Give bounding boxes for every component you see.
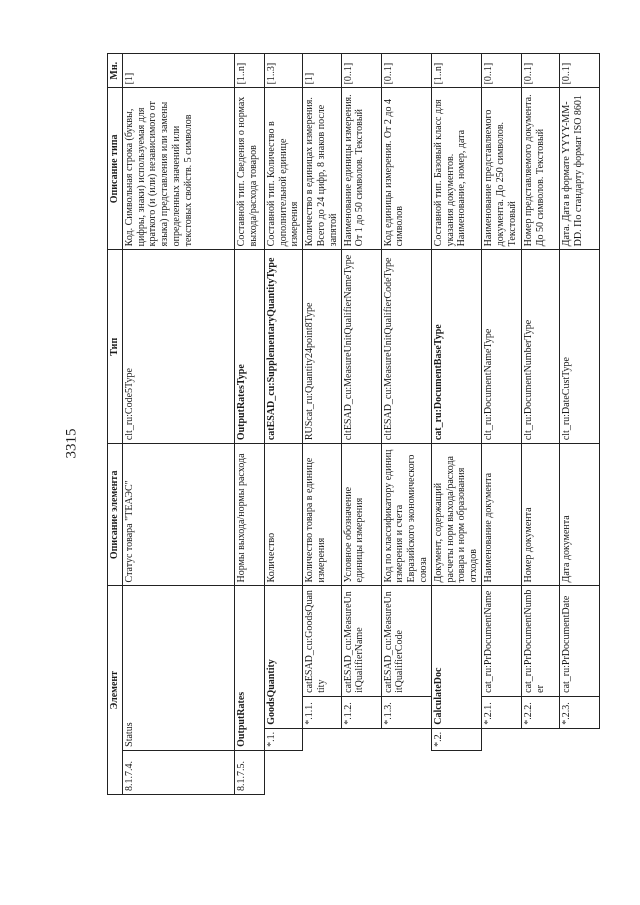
- row-element-name: Status: [122, 586, 234, 750]
- header-multiplicity: Мн.: [108, 54, 123, 88]
- row-type-description: Дата. Дата в формате YYYY-MM-DD. По стандарту формат ISO 8601: [559, 88, 599, 250]
- row-number: *.2.1.: [481, 696, 521, 728]
- row-element-name: cat_ru:PrDocumentDate: [559, 586, 599, 696]
- row-number: *.1.1.: [303, 696, 341, 728]
- row-type-description: Составной тип. Количество в дополнительной единице измерения: [264, 88, 302, 250]
- row-element-name: cat_ru:PrDocumentNumber: [521, 586, 559, 696]
- row-number: 8.1.7.4.: [122, 750, 234, 794]
- row-description: Дата документа: [559, 444, 599, 586]
- table-row: [481, 54, 521, 795]
- table-row: [264, 54, 302, 795]
- indent-cell: [303, 728, 432, 750]
- table-header-row: [108, 54, 123, 795]
- row-multiplicity: [0..1]: [521, 54, 559, 88]
- table-row: [431, 54, 481, 795]
- row-description: Код по классификатору единиц измерения и счета Евразийского экономического союза: [381, 444, 431, 586]
- page-number: 3315: [63, 428, 80, 459]
- row-description: Наименование документа: [481, 444, 521, 586]
- row-type: clt_ru:DocumentNameType: [481, 250, 521, 444]
- row-type-description: Составной тип. Сведения о нормах выхода/расхода товаров: [234, 88, 264, 250]
- row-multiplicity: [1..3]: [264, 54, 302, 88]
- schema-table: [107, 53, 600, 795]
- row-number: *.2.3.: [559, 696, 599, 728]
- row-type: catESAD_cu:SupplementaryQuantityType: [264, 250, 302, 444]
- row-type: cltESAD_cu:MeasureUnitQualifierCodeType: [381, 250, 431, 444]
- row-element-name: CalculateDoc: [431, 586, 481, 728]
- row-description: Количество товара в единице измерения: [303, 444, 341, 586]
- row-number: *.2.: [431, 728, 481, 750]
- row-number: *.1.: [264, 728, 302, 750]
- indent-cell: [481, 728, 599, 750]
- row-description: Количество: [264, 444, 302, 586]
- row-element-name: cat_ru:PrDocumentName: [481, 586, 521, 696]
- table-row: [234, 54, 264, 795]
- header-element: Элемент: [108, 586, 123, 795]
- row-type: clt_ru:DateCustType: [559, 250, 599, 444]
- table-row: [122, 54, 234, 795]
- row-multiplicity: [0..1]: [559, 54, 599, 88]
- row-type-description: Код. Символьная строка (буквы, цифры, знаки) используемая для краткого (и (или) независимого от языка) представления или замены определенных значений или текстовых свойств. 5 символов: [122, 88, 234, 250]
- row-description: Статус товара "ТЕАЭС": [122, 444, 234, 586]
- row-number: *.1.3.: [381, 696, 431, 728]
- row-multiplicity: [1..n]: [431, 54, 481, 88]
- row-multiplicity: [0..1]: [481, 54, 521, 88]
- table-row: [381, 54, 431, 795]
- row-type-description: Количество в единицах измерения. Всего до 24 цифр, 8 знаков после запятой: [303, 88, 341, 250]
- table-row: [521, 54, 559, 795]
- row-multiplicity: [1]: [122, 54, 234, 88]
- row-type-description: Код единицы измерения. От 2 до 4 символов: [381, 88, 431, 250]
- row-multiplicity: [0..1]: [341, 54, 381, 88]
- row-type-description: Составной тип. Базовый класс для указания документов. Наименование, номер, дата: [431, 88, 481, 250]
- row-description: Условное обозначение единицы измерения: [341, 444, 381, 586]
- row-description: Номер документа: [521, 444, 559, 586]
- row-type: OutputRatesType: [234, 250, 264, 444]
- indent-cell: [264, 750, 599, 794]
- row-number: *.2.2.: [521, 696, 559, 728]
- table-row: [559, 54, 599, 795]
- row-multiplicity: [0..1]: [381, 54, 431, 88]
- row-type-description: Наименование единицы измерения. От 1 до 50 символов. Текстовый: [341, 88, 381, 250]
- table-row: [341, 54, 381, 795]
- row-number: *.1.2.: [341, 696, 381, 728]
- row-description: Документ, содержащий расчеты норм выхода/расхода товара и норм образования отходов: [431, 444, 481, 586]
- row-type: cltESAD_cu:MeasureUnitQualifierNameType: [341, 250, 381, 444]
- row-element-name: catESAD_cu:MeasureUnitQualifierCode: [381, 586, 431, 696]
- row-type: clt_ru:Code5Type: [122, 250, 234, 444]
- rotated-table-wrapper: [107, 53, 584, 795]
- row-type-description: Наименование представляемого документа. До 250 символов. Текстовый: [481, 88, 521, 250]
- row-type: cat_ru:DocumentBaseType: [431, 250, 481, 444]
- row-type-description: Номер представляемого документа. До 50 символов. Текстовый: [521, 88, 559, 250]
- header-description: Описание элемента: [108, 444, 123, 586]
- row-element-name: GoodsQuantity: [264, 586, 302, 728]
- header-type: Тип: [108, 250, 123, 444]
- row-element-name: catESAD_cu:MeasureUnitQualifierName: [341, 586, 381, 696]
- row-element-name: catESAD_cu:GoodsQuantity: [303, 586, 341, 696]
- row-type: clt_ru:DocumentNumberType: [521, 250, 559, 444]
- row-element-name: OutputRates: [234, 586, 264, 750]
- table-row: [303, 54, 341, 795]
- row-multiplicity: [1..n]: [234, 54, 264, 88]
- row-description: Нормы выхода/нормы расхода: [234, 444, 264, 586]
- row-number: 8.1.7.5.: [234, 750, 264, 794]
- row-type: RUScat_ru:Quantity24point8Type: [303, 250, 341, 444]
- header-type-description: Описание типа: [108, 88, 123, 250]
- row-multiplicity: [1]: [303, 54, 341, 88]
